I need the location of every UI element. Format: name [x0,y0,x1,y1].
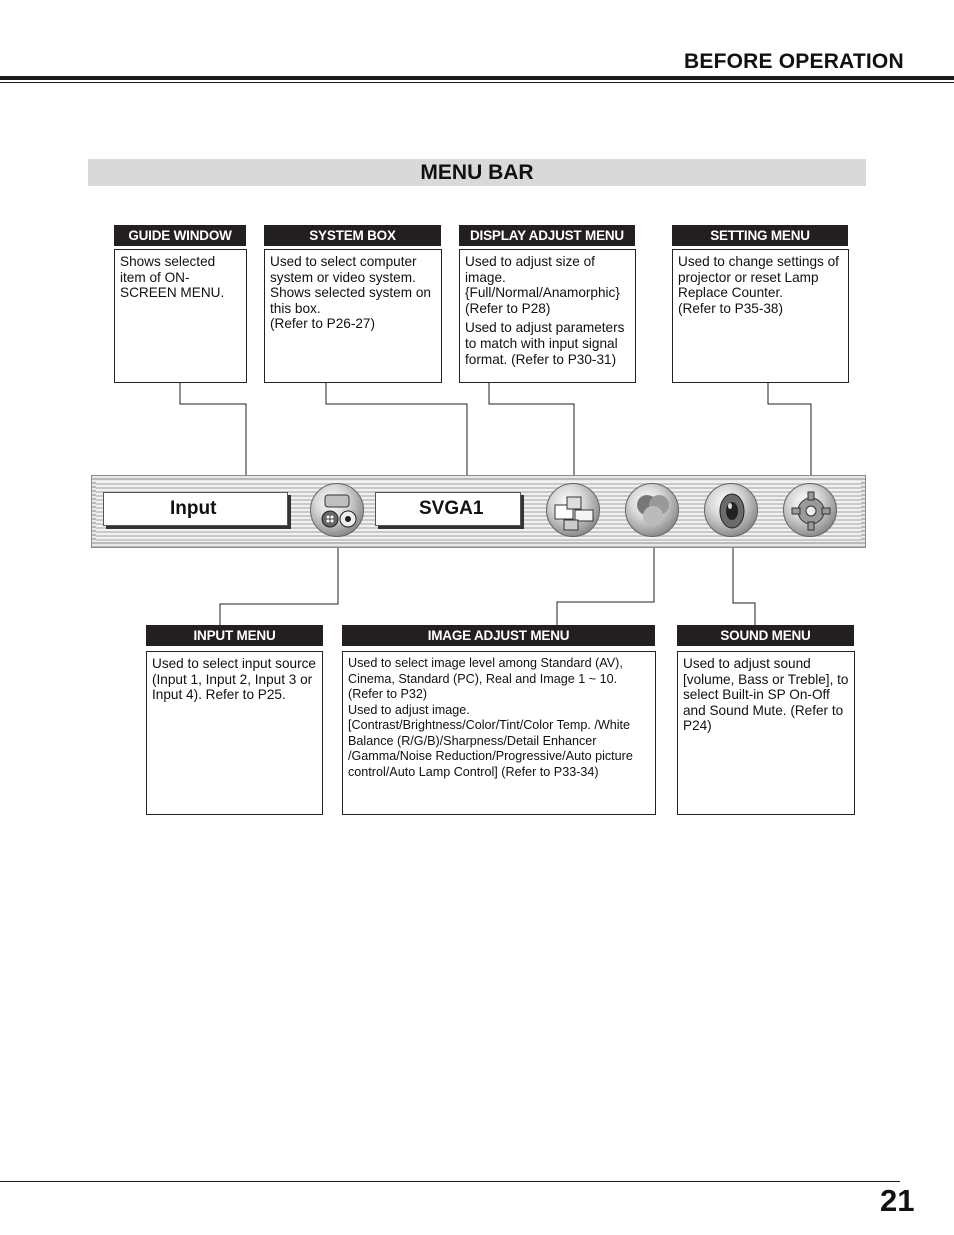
menu-bar [91,475,866,548]
image-adjust-icon[interactable] [625,483,679,537]
system-box-reference: (Refer to P26-27) [270,316,376,332]
image-adjust-connector [557,536,654,625]
display-adjust-menu-description [459,249,636,383]
setting-menu-label: SETTING MENU [672,225,848,246]
system-box-label: SYSTEM BOX [264,225,441,246]
guide-window-text: Shows selected item of ON-SCREEN MENU. [120,254,225,301]
system-box-description [264,249,442,383]
guide-window-description [114,249,247,383]
gear-glyph [784,484,838,538]
page-title: MENU BAR [88,159,866,186]
setting-menu-reference: (Refer to P35-38) [678,300,784,316]
image-adjust-glyph [626,484,680,538]
footer-rule [0,1181,900,1182]
display-adjust-menu-label: DISPLAY ADJUST MENU [459,225,635,246]
display-adjust-icon[interactable] [546,483,600,537]
sound-menu-connector [733,536,755,625]
image-adjust-menu-description [342,651,656,815]
setting-menu-text: Used to change settings of projector or reset Lamp Replace Counter. [678,254,839,301]
image-adjust-text-parameters: Used to adjust image. [Contrast/Brightness/Color/Tint/Color Temp. /White Balance (R/G/B)/Sharpness/Detail Enhancer /Gamma/Noise Reduction/Progressive/Auto picture control/Auto Lamp Control] (Refer to P33-34) [348,702,633,779]
display-adjust-text-parameters: Used to adjust parameters to match with input signal format. (Refer to P30-31) [465,320,625,367]
sound-icon[interactable] [704,483,758,537]
system-box-text: Used to select computer system or video system. Shows selected system on this box. [270,254,431,316]
image-adjust-text-level: Used to select image level among Standard (AV), Cinema, Standard (PC), Real and Image 1 ~ 10. (Refer to P32) [348,656,623,701]
input-connector-icon [311,484,365,538]
sound-menu-label: SOUND MENU [677,625,854,646]
image-adjust-menu-label: IMAGE ADJUST MENU [342,625,655,646]
sound-menu-description [677,651,855,815]
sound-menu-text: Used to adjust sound [volume, Bass or Treble], to select Built-in SP On-Off and Sound Mute. (Refer to P24) [683,656,849,734]
setting-menu-description [672,249,849,383]
speaker-glyph [705,484,759,538]
input-menu-connector [220,536,338,625]
display-adjust-glyph [547,484,601,538]
input-menu-description [146,651,323,815]
setting-gear-icon[interactable] [783,483,837,537]
display-adjust-text-size: Used to adjust size of image. {Full/Normal/Anamorphic} (Refer to P28) [465,254,620,316]
input-menu-text: Used to select input source (Input 1, Input 2, Input 3 or Input 4). Refer to P25. [152,656,316,703]
input-menu-label: INPUT MENU [146,625,323,646]
input-menu-icon[interactable] [310,483,364,537]
guide-window-field: Input [103,492,288,526]
page-number: 21 [880,1183,915,1218]
guide-window-label: GUIDE WINDOW [114,225,246,246]
system-box-field: SVGA1 [375,492,521,526]
section-title: BEFORE OPERATION [684,50,904,73]
